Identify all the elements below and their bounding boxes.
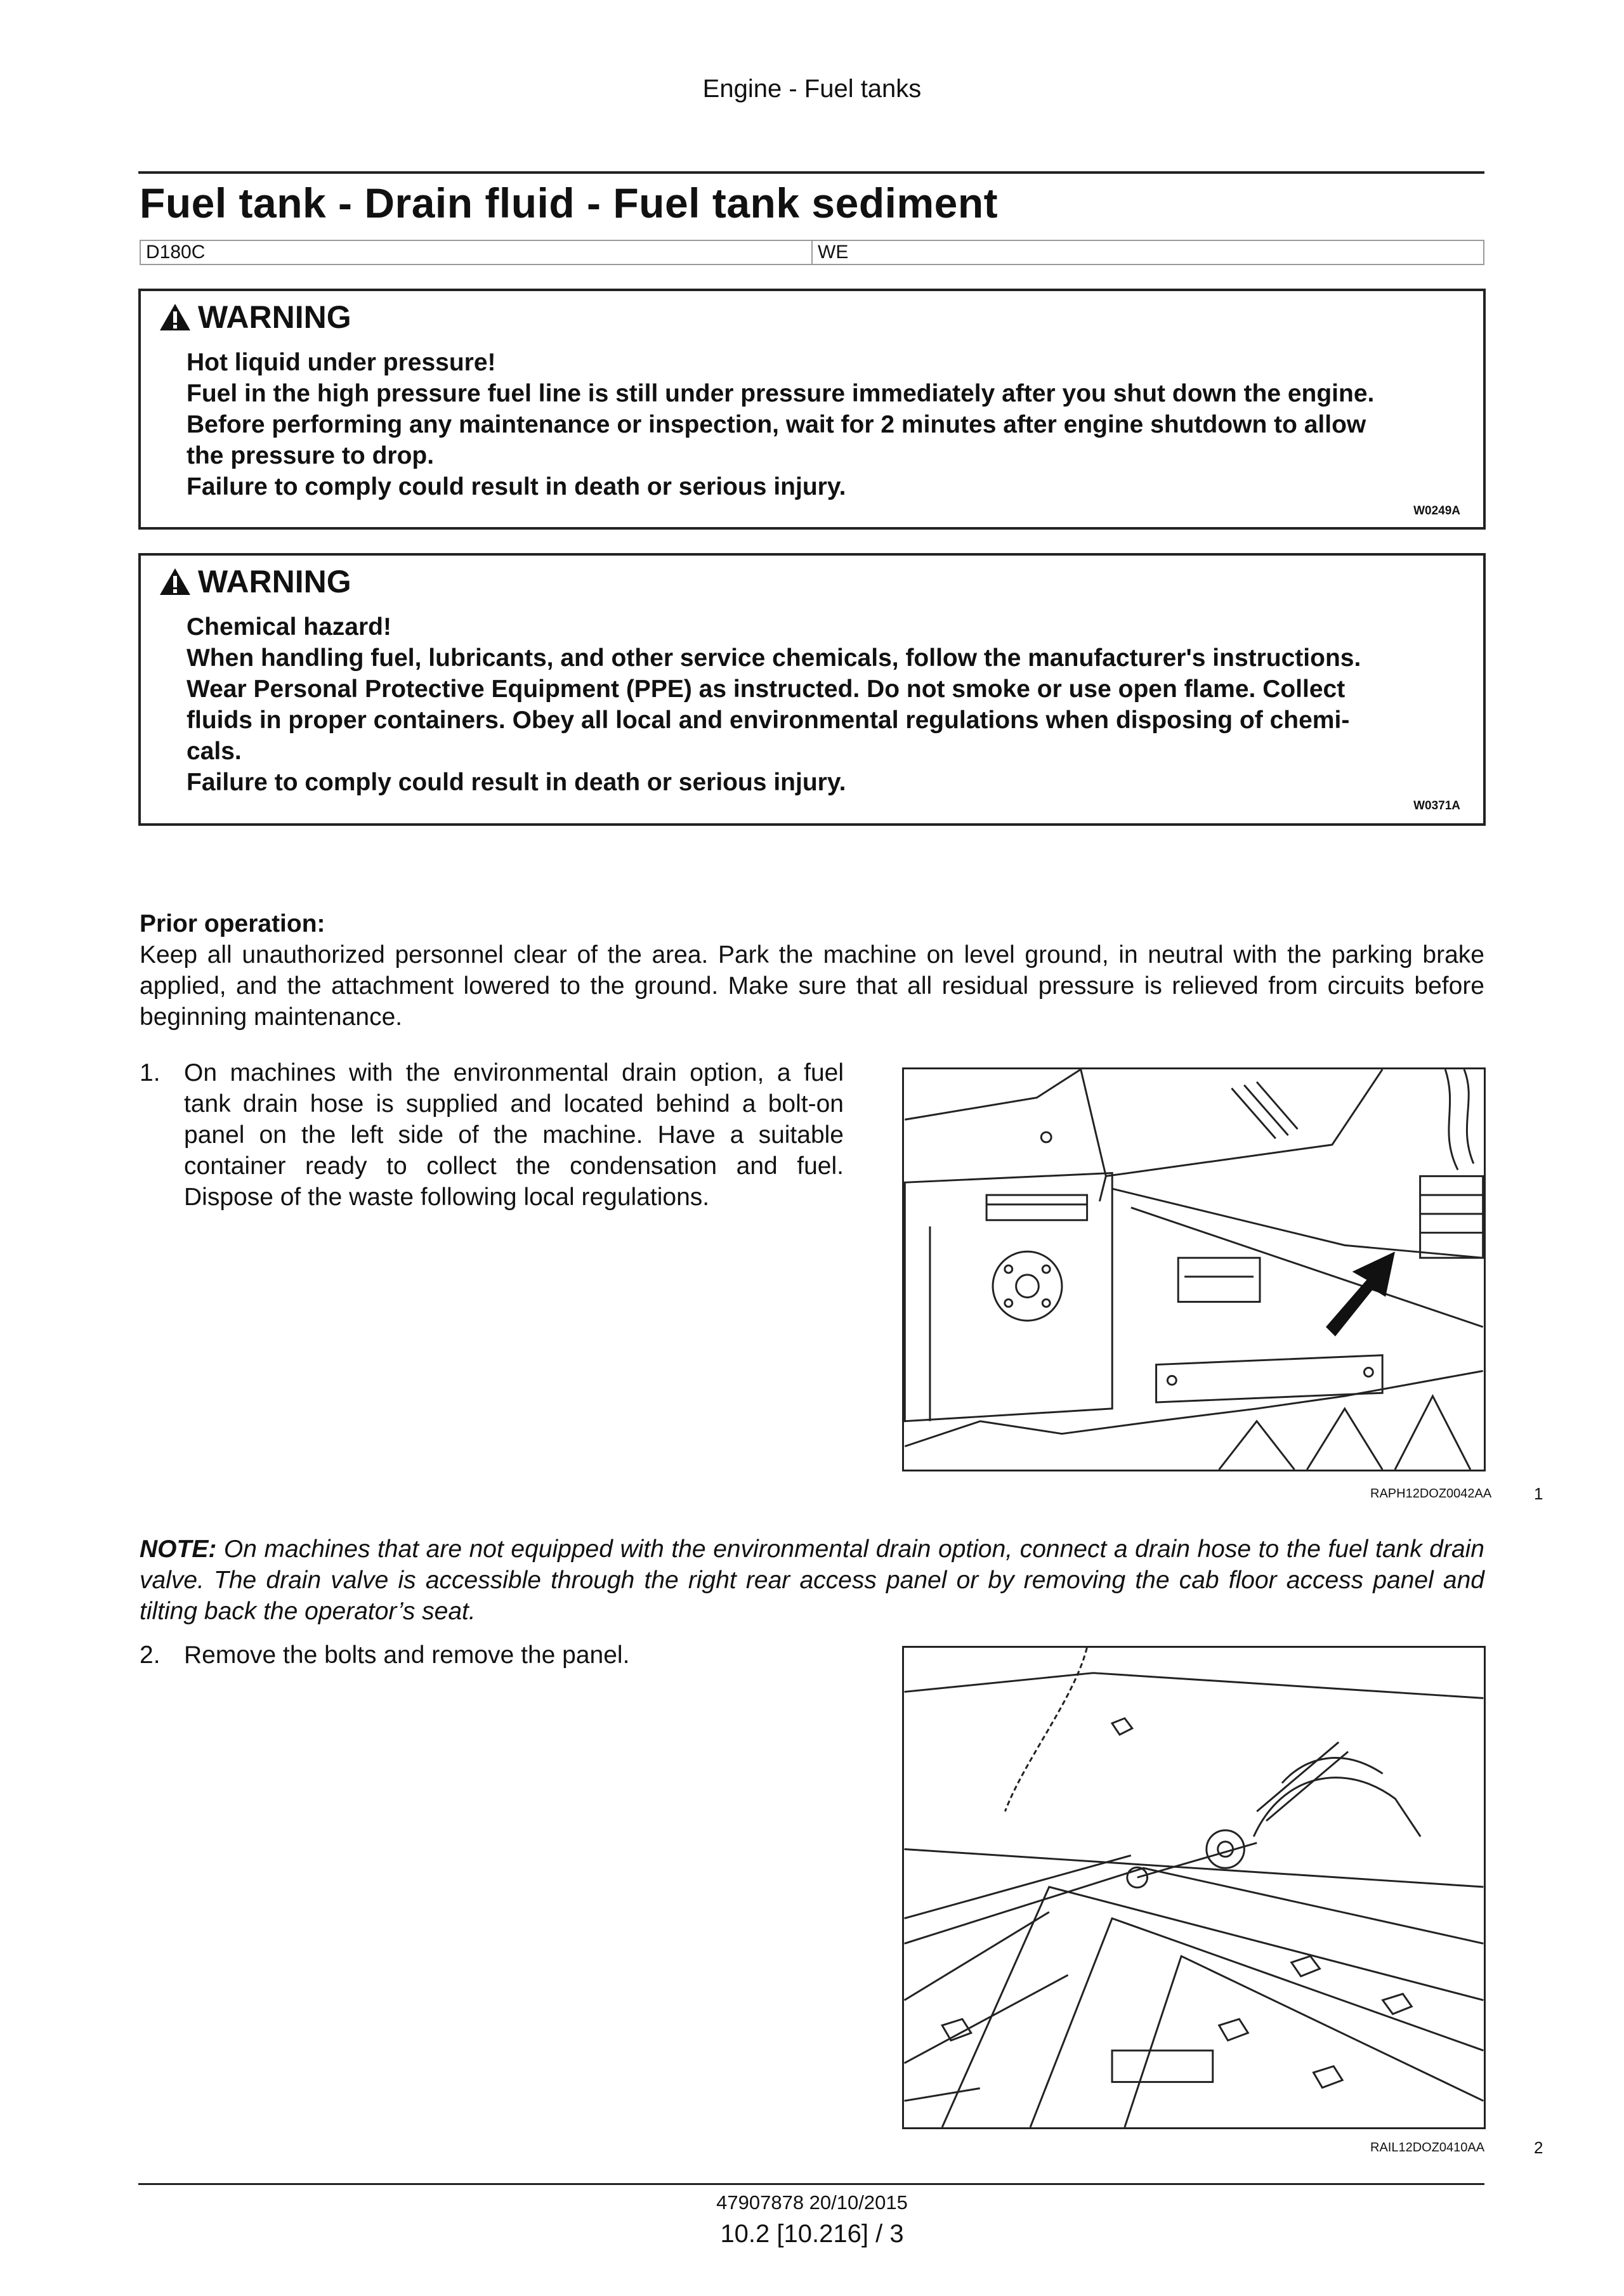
warning-triangle-icon: [159, 567, 192, 596]
step-text: On machines with the environmental drain option, a fuel tank drain hose is supplied and located behind a bolt-on panel on the left side of the machine. Have a suitable container ready to collect the condensation and fuel. Dispose of the waste following local regulations.: [184, 1059, 844, 1211]
warning-box-pressure: [138, 289, 1486, 530]
note-text: On machines that are not equipped with the environmental drain option, connect a drain hose to the fuel tank drain valve. The drain valve is accessible through the right rear access panel or by removing the cab floor access panel and tilting back the operator’s seat.: [140, 1536, 1484, 1625]
warning-code: W0249A: [1413, 504, 1460, 518]
figure-2: [902, 1646, 1486, 2129]
model-cell: D180C: [146, 242, 206, 263]
step-text: Remove the bolts and remove the panel.: [184, 1641, 630, 1669]
drain-panel-illustration: [904, 1069, 1484, 1470]
warning-triangle-icon: [159, 303, 192, 332]
note: [140, 1534, 1484, 1627]
page-title: Fuel tank - Drain fluid - Fuel tank sediment: [140, 179, 999, 226]
prior-operation: [140, 908, 1484, 1033]
warning-label: WARNING: [198, 299, 351, 335]
note-label: NOTE:: [140, 1536, 217, 1563]
footer-rule: [138, 2183, 1484, 2185]
warning-heading: [159, 299, 351, 336]
step-1: [140, 1057, 844, 1213]
warning-line: Chemical hazard!: [187, 613, 391, 641]
figure-1: [902, 1067, 1486, 1471]
prior-operation-text: Keep all unauthorized personnel clear of the area. Park the machine on level ground, in neutral with the parking brake applied, and the attachment lowered to the ground. Make sure that all residual pressure is relieved from circuits before beginning maintenance.: [140, 941, 1484, 1031]
footer-document-id: 47907878 20/10/2015: [716, 2191, 908, 2214]
header-rule: [138, 171, 1484, 174]
step-2: [140, 1640, 844, 1671]
warning-heading: [159, 563, 351, 600]
model-table: [140, 240, 1484, 265]
warning-line: Before performing any maintenance or inspection, wait for 2 minutes after engine shutdown to allow: [187, 411, 1366, 438]
remove-bolts-illustration: [904, 1648, 1484, 2127]
warning-line: fluids in proper containers. Obey all local and environmental regulations when disposing of chemi-: [187, 707, 1350, 734]
running-header: Engine - Fuel tanks: [702, 75, 922, 103]
figure-number: 2: [1534, 2138, 1543, 2157]
warning-line: Wear Personal Protective Equipment (PPE) as instructed. Do not smoke or use open flame. Collect: [187, 675, 1346, 703]
step-number: 1.: [140, 1059, 160, 1086]
warning-line: cals.: [187, 738, 242, 765]
warning-line: When handling fuel, lubricants, and other service chemicals, follow the manufacturer's instructions.: [187, 644, 1361, 672]
figure-code: RAPH12DOZ0042AA: [1370, 1487, 1492, 1501]
warning-text: [187, 611, 1443, 798]
warning-line: Fuel in the high pressure fuel line is still under pressure immediately after you shut down the engine.: [187, 380, 1375, 407]
prior-operation-heading: Prior operation:: [140, 910, 325, 937]
warning-line: Failure to comply could result in death or serious injury.: [187, 769, 846, 796]
warning-text: [187, 347, 1443, 502]
warning-line: Failure to comply could result in death or serious injury.: [187, 473, 846, 500]
step-number: 2.: [140, 1641, 160, 1669]
warning-line: the pressure to drop.: [187, 442, 435, 469]
warning-label: WARNING: [198, 564, 351, 599]
figure-number: 1: [1534, 1484, 1543, 1503]
warning-line: Hot liquid under pressure!: [187, 349, 496, 376]
figure-code: RAIL12DOZ0410AA: [1370, 2141, 1485, 2155]
footer-page-number: 10.2 [10.216] / 3: [720, 2220, 904, 2248]
warning-code: W0371A: [1413, 799, 1460, 812]
model-cell: WE: [811, 241, 1483, 264]
warning-box-chemical: [138, 553, 1486, 826]
